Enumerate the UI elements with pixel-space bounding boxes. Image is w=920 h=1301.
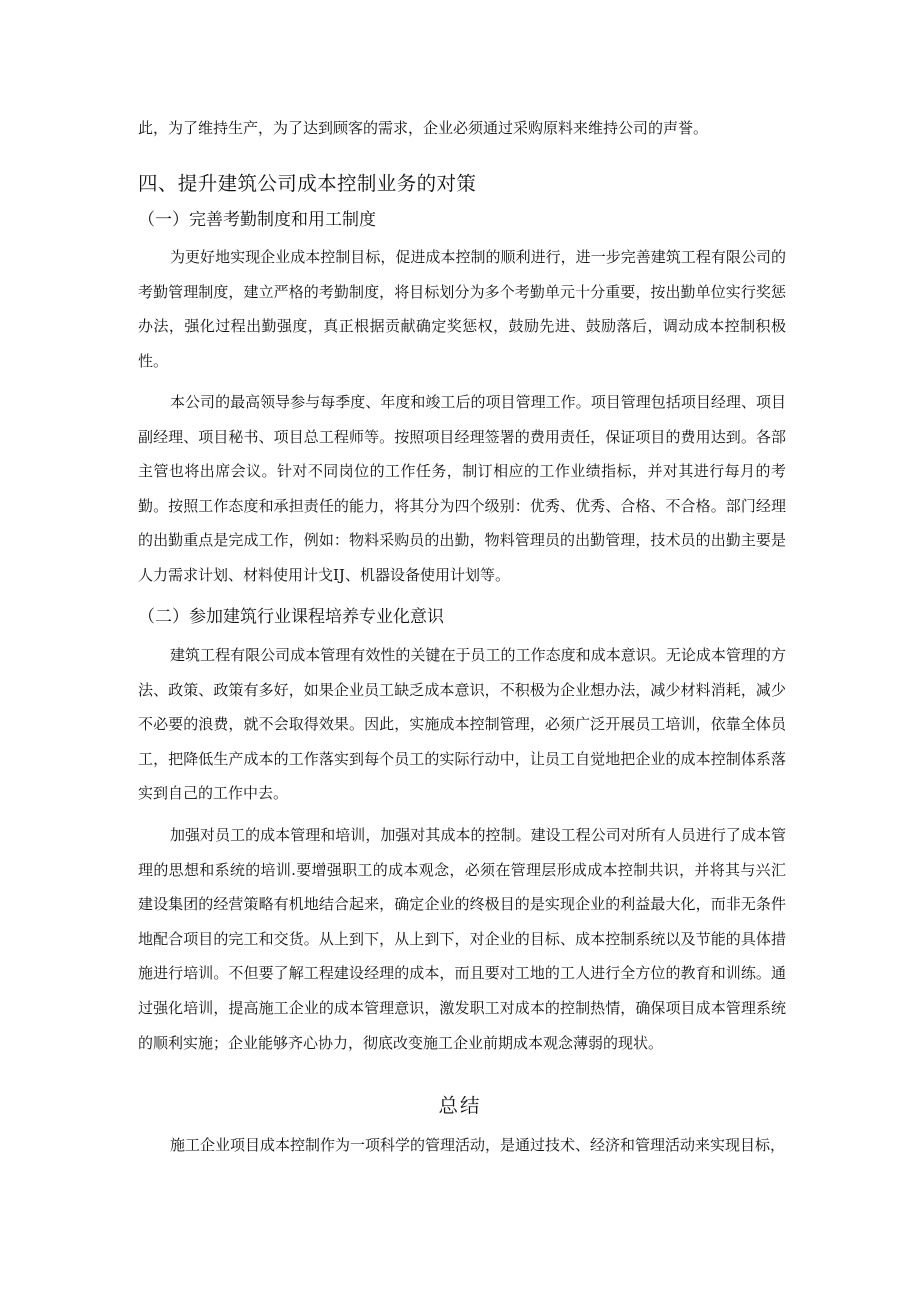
subsection-one-paragraph-2: 本公司的最高领导参与每季度、年度和竣工后的项目管理工作。项目管理包括项目经理、项目副经理、项目秘书、项目总工程师等。按照项目经理签署的费用责任，保证项目的费用达到。各部主管也将出席会议。针对不同岗位的工作任务，制订相应的工作业绩指标，并对其进行每月的考勤。按照工作态度和承担责任的能力，将其分为四个级别：优秀、优秀、合格、不合格。部门经理的出勤重点是完成工作，例如：物料采购员的出勤，物料管理员的出勤管理，技术员的出勤主要是人力需求计划、材料使用计戈IJ、机器设备使用计划等。: [138, 393, 786, 584]
subsection-one-paragraph-1: 为更好地实现企业成本控制目标，促进成本控制的顺利进行，进一步完善建筑工程有限公司的考勤管理制度，建立严格的考勤制度，将目标划分为多个考勤单元十分重要，按出勤单位实行奖惩办法，强化过程出勤强度，真正根据贡献确定奖惩权，鼓励先进、鼓励落后，调动成本控制积极性。: [138, 248, 786, 370]
summary-paragraph-1: 施工企业项目成本控制作为一项科学的管理活动，是通过技术、经济和管理活动来实现目标，: [170, 1136, 786, 1154]
section-four-heading: 四、提升建筑公司成本控制业务的对策: [138, 172, 477, 195]
subsection-two-paragraph-1: 建筑工程有限公司成本管理有效性的关键在于员工的工作态度和成本意识。无论成本管理的方法、政策、政策有多好，如果企业员工缺乏成本意识，不积极为企业想办法，减少材料消耗，减少不必要的浪费，就不会取得效果。因此，实施成本控制管理，必须广泛开展员工培训，依靠全体员工，把降低生产成本的工作落实到每个员工的实际行动中，让员工自觉地把企业的成本控制体系落实到自己的工作中去。: [138, 646, 786, 803]
subsection-two-paragraph-2: 加强对员工的成本管理和培训，加强对其成本的控制。建设工程公司对所有人员进行了成本管理的思想和系统的培训.要增强职工的成本观念，必须在管理层形成成本控制共识，并将其与兴汇建设集团的经营策略有机地结合起来，确定企业的终极目的是实现企业的利益最大化，而非无条件地配合项目的完工和交货。从上到下，从上到下，对企业的目标、成本控制系统以及节能的具体措施进行培训。不但要了解工程建设经理的成本，而且要对工地的工人进行全方位的教育和训练。通过强化培训，提高施工企业的成本管理意识，激发职工对成本的控制热情，确保项目成本管理系统的顺利实施；企业能够齐心协力，彻底改变施工企业前期成本观念薄弱的现状。: [138, 826, 786, 1052]
subsection-two-heading: （二）参加建筑行业课程培养专业化意识: [138, 607, 444, 627]
subsection-one-heading: （一）完善考勤制度和用工制度: [138, 210, 376, 230]
summary-heading: 总结: [438, 1094, 482, 1117]
opening-paragraph: 此，为了维持生产，为了达到顾客的需求，企业必须通过采购原料来维持公司的声誉。: [138, 119, 709, 137]
